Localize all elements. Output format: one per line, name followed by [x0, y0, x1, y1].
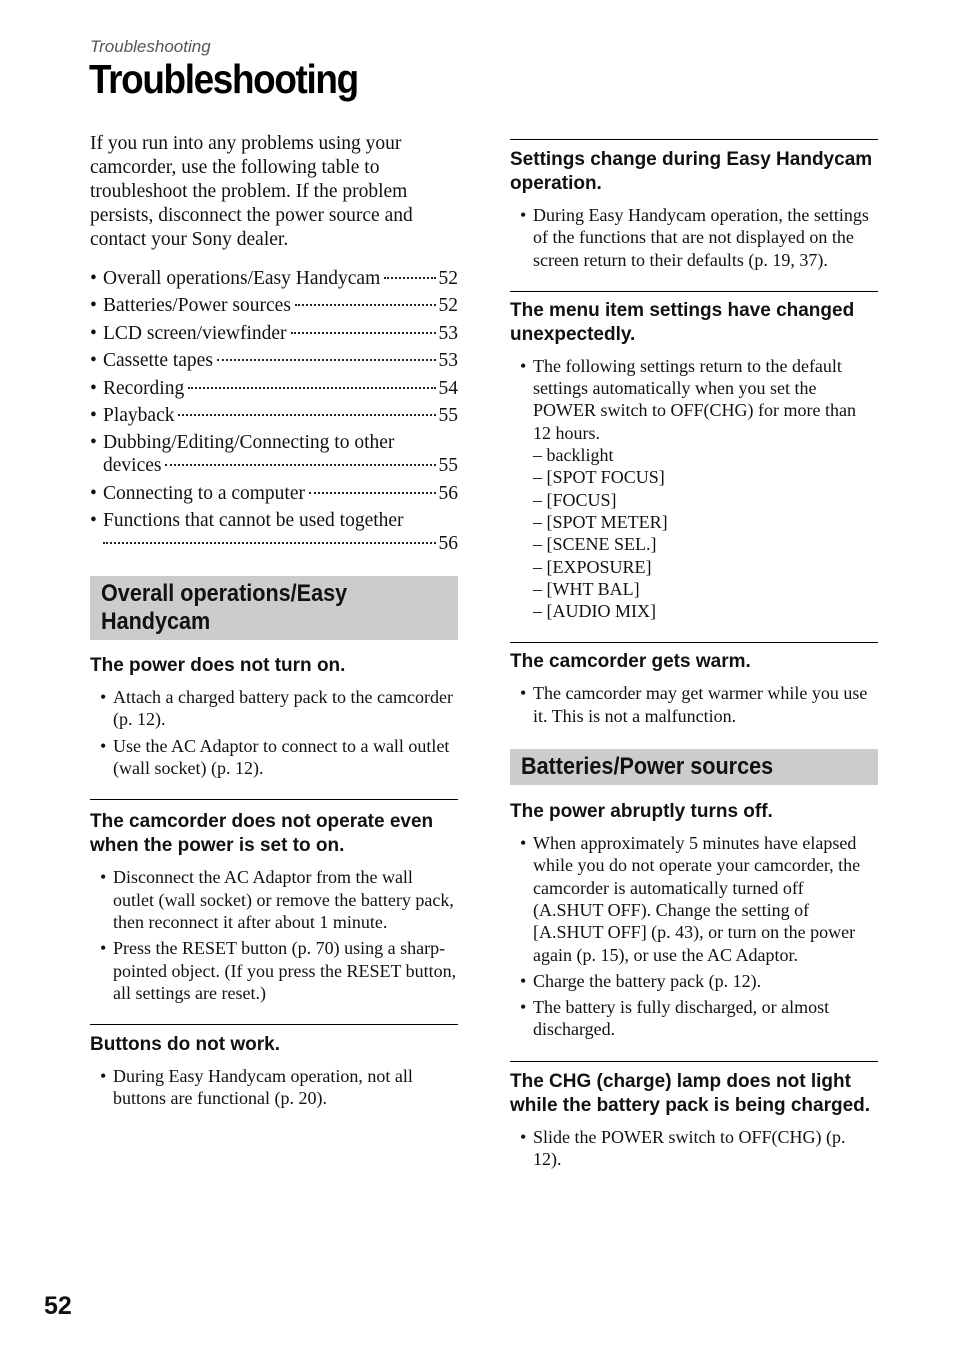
problem-title: The power does not turn on. — [90, 655, 346, 677]
divider — [90, 1024, 458, 1025]
toc-page: 54 — [438, 377, 458, 399]
setting-item: – [EXPOSURE] — [533, 556, 652, 577]
problem-title: Settings change during Easy Handycam operation. — [510, 149, 873, 194]
toc-item[interactable]: • Cassette tapes 53 — [90, 350, 458, 372]
page-title: Troubleshooting — [89, 56, 358, 102]
solution-item: • During Easy Handycam operation, not all buttons are functional (p. 20). — [90, 1065, 458, 1110]
left-column — [90, 132, 458, 1114]
intro-paragraph: If you run into any problems using your camcorder, use the following table to troubleshoot the problem. If the problem persists, disconnect the power source and contact your Sony dealer. — [90, 133, 413, 250]
toc-item[interactable]: • Functions that cannot be used together 56 — [90, 510, 458, 555]
solution-list — [510, 355, 878, 623]
right-column — [510, 139, 878, 1174]
solution-list — [510, 204, 878, 271]
divider — [510, 291, 878, 292]
setting-item: – [WHT BAL] — [533, 578, 640, 599]
toc-item[interactable]: • Connecting to a computer 56 — [90, 482, 458, 504]
toc-page: 52 — [438, 268, 458, 289]
settings-list — [533, 444, 878, 622]
table-of-contents — [90, 267, 458, 555]
toc-page: 55 — [438, 455, 458, 477]
toc-page: 53 — [438, 350, 458, 372]
setting-item: – backlight — [533, 445, 614, 466]
solution-item: • Disconnect the AC Adaptor from the wall outlet (wall socket) or remove the battery pack, then reconnect it after about 1 minute. — [90, 866, 458, 933]
solution-item: • When approximately 5 minutes have elapsed while you do not operate your camcorder, the camcorder is automatically turned off (A.SHUT OFF). Change the setting of [A.SHUT OFF] (p. 43), or turn on the power again (p. 15), or use the AC Adaptor. — [510, 832, 878, 966]
divider — [510, 1061, 878, 1062]
solution-item: • During Easy Handycam operation, the settings of the functions that are not displayed on the screen return to their defaults (p. 19, 37). — [510, 204, 878, 271]
problem-block — [90, 654, 458, 779]
setting-item: – [SCENE SEL.] — [533, 534, 657, 555]
solution-item: • The following settings return to the default settings automatically when you set the POWER switch to OFF(CHG) for more than 12 hours. – backlight – [SPOT FOCUS] – [FOCUS] – [SPOT METER] – [SCENE SEL.] – [EXPOSURE] – [WHT BAL] – [AUDIO MIX] — [510, 355, 878, 623]
solution-list — [90, 866, 458, 1004]
solution-item: • Press the RESET button (p. 70) using a sharp-pointed object. (If you press the RESET button, all settings are reset.) — [90, 937, 458, 1004]
problem-title: The camcorder does not operate even when the power is set to on. — [90, 811, 434, 857]
solution-item: • Charge the battery pack (p. 12). — [510, 970, 878, 992]
divider — [510, 139, 878, 140]
toc-item[interactable]: • Recording 54 — [90, 377, 458, 399]
section-heading-batteries: Batteries/Power sources — [510, 749, 878, 785]
setting-item: – [SPOT FOCUS] — [533, 467, 665, 488]
problem-title: The menu item settings have changed unexpectedly. — [510, 299, 855, 345]
solution-item: • Slide the POWER switch to OFF(CHG) (p. 12). — [510, 1126, 878, 1171]
problem-block — [510, 800, 878, 1041]
divider — [90, 799, 458, 800]
toc-page: 52 — [438, 295, 458, 317]
problem-block — [510, 650, 878, 727]
problem-block — [510, 299, 878, 623]
problem-title: The camcorder gets warm. — [510, 651, 751, 673]
solution-item: • The battery is fully discharged, or almost discharged. — [510, 996, 878, 1041]
toc-page: 56 — [438, 482, 458, 504]
solution-list — [90, 1065, 458, 1110]
solution-list — [510, 682, 878, 727]
problem-block — [90, 1033, 458, 1110]
problem-block — [90, 810, 458, 1004]
solution-item: • Use the AC Adaptor to connect to a wall outlet (wall socket) (p. 12). — [90, 735, 458, 780]
problem-block — [510, 148, 878, 271]
toc-item[interactable]: • Dubbing/Editing/Connecting to other devices 55 — [90, 432, 458, 477]
setting-item: – [AUDIO MIX] — [533, 601, 656, 622]
solution-list — [90, 686, 458, 779]
divider — [510, 642, 878, 643]
page-number: 52 — [44, 1292, 72, 1320]
setting-item: – [SPOT METER] — [533, 511, 668, 532]
toc-page: 56 — [438, 533, 458, 555]
toc-item[interactable]: • Overall operations/Easy Handycam 52 — [90, 268, 458, 289]
section-heading-overall: Overall operations/Easy Handycam — [90, 576, 458, 640]
problem-title: The CHG (charge) lamp does not light while the battery pack is being charged. — [510, 1070, 871, 1116]
setting-item: – [FOCUS] — [533, 489, 617, 510]
solution-list — [510, 832, 878, 1041]
problem-title: The power abruptly turns off. — [510, 801, 773, 823]
problem-title: Buttons do not work. — [90, 1034, 280, 1056]
solution-list — [510, 1126, 878, 1171]
toc-page: 53 — [438, 322, 458, 344]
running-head: Troubleshooting — [90, 37, 211, 56]
toc-item[interactable]: • LCD screen/viewfinder 53 — [90, 322, 458, 344]
toc-page: 55 — [438, 404, 458, 426]
solution-item: • The camcorder may get warmer while you use it. This is not a malfunction. — [510, 682, 878, 727]
problem-block — [510, 1070, 878, 1171]
toc-item[interactable]: • Playback 55 — [90, 404, 458, 426]
solution-item: • Attach a charged battery pack to the camcorder (p. 12). — [90, 686, 458, 731]
toc-item[interactable]: • Batteries/Power sources 52 — [90, 295, 458, 317]
